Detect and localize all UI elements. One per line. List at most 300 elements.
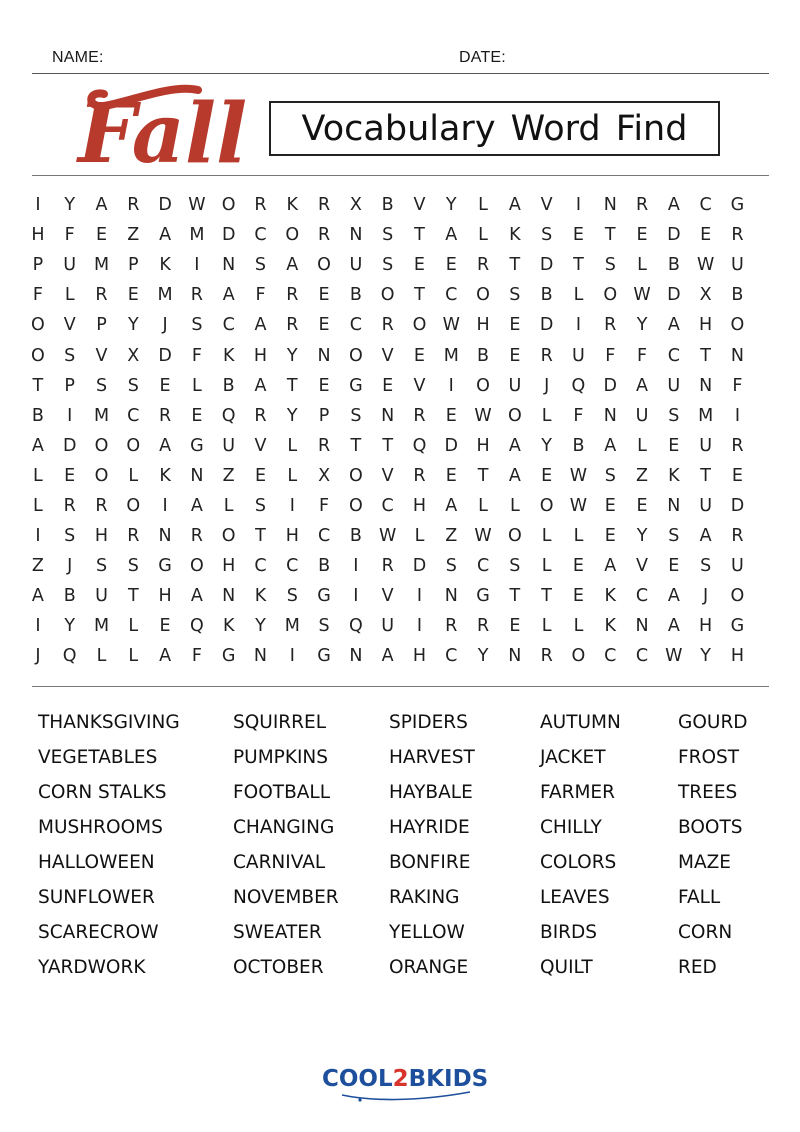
word-column-5 xyxy=(678,710,748,990)
word-list xyxy=(38,710,778,990)
grid-letter: G xyxy=(158,556,172,577)
grid-letter: L xyxy=(128,616,139,637)
word-list-item: FROST xyxy=(678,747,740,768)
word-list-item: SUNFLOWER xyxy=(38,887,155,908)
word-list-item: COLORS xyxy=(540,852,617,873)
grid-letter: A xyxy=(508,435,521,456)
grid-letter: L xyxy=(541,616,552,637)
date-label: DATE: xyxy=(459,49,506,66)
grid-letter: W xyxy=(569,495,588,516)
word-list-item: VEGETABLES xyxy=(38,747,158,768)
grid-letter: L xyxy=(637,435,647,456)
grid-letter: H xyxy=(699,315,713,336)
grid-letter: A xyxy=(159,435,172,456)
grid-letter: E xyxy=(572,225,584,246)
word-list-item: CORN STALKS xyxy=(38,782,167,803)
word-search-grid xyxy=(22,190,782,672)
grid-letter: O xyxy=(571,646,586,667)
grid-letter: S xyxy=(318,616,330,637)
grid-letter: E xyxy=(509,616,521,637)
grid-letter: R xyxy=(476,616,490,637)
grid-letter: E xyxy=(572,586,584,607)
grid-letter: C xyxy=(667,345,680,366)
word-list-item: HARVEST xyxy=(389,747,475,768)
grid-letter: C xyxy=(635,586,649,607)
grid-letter: F xyxy=(191,345,202,366)
grid-letter: B xyxy=(349,526,362,547)
grid-letter: F xyxy=(319,495,330,516)
grid-letter: C xyxy=(635,646,649,667)
grid-letter: J xyxy=(703,586,709,607)
svg-text:COOL2BKIDS xyxy=(322,1066,488,1092)
grid-letter: M xyxy=(284,616,300,637)
grid-letter: D xyxy=(221,225,236,246)
grid-letter: T xyxy=(541,586,552,607)
grid-letter: L xyxy=(192,375,202,396)
grid-letter: N xyxy=(253,646,268,667)
grid-letter: Y xyxy=(636,315,648,336)
word-column-4 xyxy=(540,710,621,990)
grid-letter: G xyxy=(730,616,745,637)
grid-letter: U xyxy=(572,345,585,366)
word-list-item: CHANGING xyxy=(233,817,335,838)
grid-letter: D xyxy=(730,495,745,516)
grid-bottom-divider xyxy=(32,686,769,687)
grid-letter: C xyxy=(349,315,362,336)
grid-letter: Z xyxy=(222,465,235,486)
grid-letter: S xyxy=(191,315,203,336)
grid-letter: I xyxy=(353,556,359,577)
brand-text-cool: COOL xyxy=(322,1066,393,1092)
grid-letter: E xyxy=(572,556,584,577)
grid-letter: Q xyxy=(571,375,586,396)
grid-letter: L xyxy=(33,465,43,486)
grid-letter: M xyxy=(93,616,110,637)
grid-letter: D xyxy=(62,435,77,456)
grid-letter: X xyxy=(349,195,362,216)
grid-letter: I xyxy=(289,646,295,667)
grid-letter: I xyxy=(416,616,423,637)
grid-letter: N xyxy=(603,195,617,216)
grid-letter: I xyxy=(35,526,41,547)
grid-letter: Y xyxy=(255,616,266,637)
grid-letter: L xyxy=(573,285,584,306)
grid-letter: S xyxy=(668,526,680,547)
grid-letter: B xyxy=(540,285,553,306)
grid-letter: L xyxy=(33,495,43,516)
grid-letter: N xyxy=(349,646,363,667)
grid-letter: M xyxy=(698,405,714,426)
grid-letter: R xyxy=(286,285,299,306)
grid-letter: T xyxy=(414,285,425,306)
grid-letter: R xyxy=(604,315,617,336)
grid-letter: O xyxy=(94,435,109,456)
grid-letter: E xyxy=(95,225,108,246)
grid-letter: S xyxy=(445,556,457,577)
grid-letter: S xyxy=(286,586,298,607)
grid-letter: E xyxy=(159,616,171,637)
grid-letter: A xyxy=(381,646,394,667)
grid-letter: O xyxy=(126,495,141,516)
grid-letter: S xyxy=(541,225,553,246)
grid-letter: K xyxy=(509,225,521,246)
grid-letter: O xyxy=(730,315,745,336)
word-list-item: AUTUMN xyxy=(540,712,621,733)
grid-letter: K xyxy=(286,195,299,216)
grid-letter: O xyxy=(380,285,395,306)
grid-letter: A xyxy=(699,526,712,547)
grid-letter: A xyxy=(190,586,203,607)
grid-letter: U xyxy=(63,255,77,276)
grid-letter: A xyxy=(190,495,203,516)
grid-letter: T xyxy=(700,345,711,366)
word-column-1 xyxy=(38,710,180,990)
grid-letter: E xyxy=(731,465,743,486)
grid-letter: G xyxy=(730,195,745,216)
grid-letter: F xyxy=(573,405,584,426)
grid-letter: R xyxy=(127,195,140,216)
word-list-item: QUILT xyxy=(540,957,593,978)
word-list-item: SCARECROW xyxy=(38,922,159,943)
word-list-item: CORN xyxy=(678,922,733,943)
grid-letter: U xyxy=(95,586,108,607)
grid-letter: I xyxy=(67,405,73,426)
grid-letter: O xyxy=(730,586,745,607)
grid-letter: R xyxy=(731,435,744,456)
grid-letter: G xyxy=(190,435,204,456)
grid-letter: U xyxy=(635,405,649,426)
word-list-item: FALL xyxy=(678,887,721,908)
grid-letter: C xyxy=(476,556,490,577)
grid-letter: H xyxy=(730,646,745,667)
grid-letter: A xyxy=(508,465,521,486)
grid-letter: L xyxy=(541,405,552,426)
grid-letter: Y xyxy=(64,195,76,216)
word-column-2 xyxy=(233,710,339,990)
grid-letter: K xyxy=(604,616,616,637)
grid-row xyxy=(22,461,782,491)
grid-letter: A xyxy=(95,195,108,216)
grid-letter: A xyxy=(667,616,680,637)
grid-row xyxy=(22,371,782,401)
grid-letter: Y xyxy=(286,345,298,366)
word-list-item: FARMER xyxy=(540,782,615,803)
grid-top-divider xyxy=(32,175,769,176)
grid-letter: E xyxy=(318,285,330,306)
grid-letter: N xyxy=(699,375,713,396)
grid-letter: S xyxy=(95,375,108,396)
grid-letter: E xyxy=(541,465,553,486)
fall-logo-text: Fall xyxy=(78,86,248,175)
fall-title-logo xyxy=(70,70,260,175)
grid-row xyxy=(22,280,782,310)
grid-letter: K xyxy=(159,465,171,486)
grid-letter: N xyxy=(222,586,236,607)
grid-letter: F xyxy=(605,345,616,366)
grid-letter: U xyxy=(731,255,744,276)
grid-letter: U xyxy=(699,495,713,516)
grid-letter: I xyxy=(35,195,41,216)
grid-letter: C xyxy=(604,646,617,667)
grid-letter: R xyxy=(381,556,394,577)
grid-letter: C xyxy=(445,646,458,667)
grid-letter: A xyxy=(445,225,458,246)
grid-letter: S xyxy=(64,526,76,547)
grid-row xyxy=(22,401,782,431)
grid-letter: T xyxy=(255,526,266,547)
grid-letter: U xyxy=(508,375,522,396)
grid-letter: J xyxy=(35,646,41,667)
word-column-3 xyxy=(389,710,475,990)
word-list-item: RED xyxy=(678,957,717,978)
grid-letter: M xyxy=(189,225,205,246)
grid-letter: V xyxy=(63,315,76,336)
word-list-item: BIRDS xyxy=(540,922,597,943)
grid-letter: A xyxy=(31,586,44,607)
grid-letter: W xyxy=(188,195,206,216)
grid-letter: N xyxy=(381,405,395,426)
grid-letter: O xyxy=(221,195,236,216)
grid-letter: A xyxy=(159,646,172,667)
grid-letter: E xyxy=(509,345,521,366)
grid-letter: C xyxy=(699,195,712,216)
grid-letter: F xyxy=(255,285,266,306)
grid-letter: T xyxy=(382,435,394,456)
grid-letter: R xyxy=(254,195,267,216)
word-list-item: YELLOW xyxy=(389,922,465,943)
grid-row xyxy=(22,611,782,641)
grid-letter: A xyxy=(286,255,299,276)
grid-letter: T xyxy=(509,255,521,276)
grid-row xyxy=(22,491,782,521)
grid-letter: A xyxy=(667,315,680,336)
grid-letter: N xyxy=(603,405,617,426)
grid-letter: B xyxy=(572,435,585,456)
grid-letter: M xyxy=(443,345,459,366)
grid-letter: O xyxy=(31,315,45,336)
word-list-item: HALLOWEEN xyxy=(38,852,155,873)
grid-letter: W xyxy=(696,255,715,276)
grid-letter: E xyxy=(668,556,680,577)
grid-letter: D xyxy=(539,255,554,276)
grid-letter: T xyxy=(477,465,489,486)
grid-letter: U xyxy=(731,556,744,577)
grid-letter: N xyxy=(730,345,744,366)
grid-letter: J xyxy=(544,375,550,396)
grid-letter: M xyxy=(93,405,110,426)
grid-letter: W xyxy=(379,526,397,547)
grid-letter: Y xyxy=(700,646,711,667)
grid-letter: H xyxy=(285,526,299,547)
word-list-item: NOVEMBER xyxy=(233,887,339,908)
grid-letter: R xyxy=(540,646,553,667)
grid-letter: P xyxy=(96,315,107,336)
grid-letter: V xyxy=(381,345,394,366)
grid-letter: I xyxy=(353,586,359,607)
grid-letter: S xyxy=(382,255,394,276)
grid-letter: F xyxy=(732,375,743,396)
grid-letter: G xyxy=(221,646,236,667)
grid-letter: O xyxy=(348,495,363,516)
grid-letter: D xyxy=(667,225,681,246)
grid-letter: O xyxy=(126,435,141,456)
grid-letter: Z xyxy=(127,225,140,246)
grid-letter: V xyxy=(381,465,394,486)
grid-row xyxy=(22,190,782,220)
grid-letter: O xyxy=(507,526,522,547)
grid-letter: H xyxy=(222,556,236,577)
brand-text-2: 2 xyxy=(392,1066,409,1092)
grid-letter: R xyxy=(731,526,744,547)
grid-letter: C xyxy=(381,495,394,516)
grid-letter: V xyxy=(413,195,426,216)
grid-letter: R xyxy=(254,405,267,426)
grid-letter: U xyxy=(699,435,713,456)
grid-letter: K xyxy=(159,255,171,276)
grid-letter: T xyxy=(127,586,139,607)
grid-letter: H xyxy=(31,225,45,246)
grid-letter: Z xyxy=(636,465,649,486)
grid-letter: E xyxy=(413,345,425,366)
grid-letter: X xyxy=(318,465,331,486)
word-list-item: JACKET xyxy=(540,747,606,768)
grid-letter: L xyxy=(541,556,552,577)
grid-letter: H xyxy=(476,435,490,456)
grid-letter: M xyxy=(157,285,173,306)
grid-letter: R xyxy=(159,405,172,426)
grid-letter: U xyxy=(222,435,236,456)
grid-letter: R xyxy=(286,315,299,336)
grid-letter: C xyxy=(127,405,140,426)
grid-letter: I xyxy=(289,495,295,516)
grid-letter: Z xyxy=(31,556,44,577)
grid-letter: R xyxy=(95,495,108,516)
grid-letter: P xyxy=(318,405,330,426)
grid-letter: C xyxy=(254,556,267,577)
grid-letter: M xyxy=(93,255,110,276)
grid-letter: S xyxy=(604,255,616,276)
grid-letter: K xyxy=(254,586,267,607)
grid-letter: R xyxy=(317,225,331,246)
grid-letter: L xyxy=(223,495,234,516)
grid-letter: C xyxy=(286,556,299,577)
grid-letter: H xyxy=(253,345,268,366)
grid-letter: L xyxy=(478,495,488,516)
grid-letter: B xyxy=(318,556,331,577)
grid-letter: E xyxy=(159,375,171,396)
grid-letter: B xyxy=(222,375,235,396)
grid-letter: L xyxy=(637,255,647,276)
word-list-item: OCTOBER xyxy=(233,957,324,978)
grid-letter: G xyxy=(317,646,331,667)
grid-letter: D xyxy=(603,375,617,396)
grid-letter: H xyxy=(94,526,109,547)
grid-letter: A xyxy=(604,556,617,577)
grid-row xyxy=(22,220,782,250)
grid-letter: D xyxy=(667,285,681,306)
grid-letter: N xyxy=(317,345,331,366)
grid-letter: O xyxy=(94,465,109,486)
grid-letter: A xyxy=(667,195,680,216)
grid-letter: K xyxy=(604,586,616,607)
grid-letter: R xyxy=(317,435,331,456)
grid-letter: R xyxy=(381,315,394,336)
grid-letter: W xyxy=(633,285,651,306)
grid-letter: T xyxy=(509,586,521,607)
grid-letter: S xyxy=(254,255,267,276)
grid-row xyxy=(22,340,782,370)
grid-letter: O xyxy=(476,285,490,306)
word-list-item: GOURD xyxy=(678,712,748,733)
grid-letter: H xyxy=(158,586,172,607)
grid-letter: J xyxy=(67,556,73,577)
grid-letter: O xyxy=(189,556,204,577)
grid-letter: S xyxy=(350,405,362,426)
grid-letter: S xyxy=(127,556,139,577)
grid-letter: Y xyxy=(636,526,648,547)
brand-swoosh xyxy=(342,1092,470,1100)
grid-letter: N xyxy=(667,495,681,516)
grid-letter: T xyxy=(700,465,711,486)
grid-letter: U xyxy=(381,616,395,637)
grid-letter: P xyxy=(64,375,75,396)
grid-letter: A xyxy=(636,375,649,396)
grid-row xyxy=(22,551,782,581)
grid-letter: N xyxy=(190,465,204,486)
grid-row xyxy=(22,581,782,611)
grid-letter: E xyxy=(64,465,76,486)
word-list-item: ORANGE xyxy=(389,957,469,978)
grid-letter: Q xyxy=(221,405,236,426)
grid-letter: H xyxy=(476,315,490,336)
grid-letter: H xyxy=(412,646,427,667)
grid-letter: I xyxy=(448,375,454,396)
grid-letter: V xyxy=(413,375,426,396)
grid-letter: A xyxy=(31,435,44,456)
grid-letter: B xyxy=(731,285,744,306)
grid-letter: L xyxy=(478,195,488,216)
grid-letter: C xyxy=(445,285,458,306)
grid-letter: G xyxy=(317,586,331,607)
grid-letter: O xyxy=(31,345,45,366)
grid-letter: L xyxy=(478,225,488,246)
grid-letter: E xyxy=(382,375,394,396)
grid-letter: A xyxy=(159,225,172,246)
grid-letter: O xyxy=(285,225,300,246)
grid-letter: R xyxy=(635,195,649,216)
grid-letter: W xyxy=(569,465,588,486)
grid-letter: O xyxy=(348,465,363,486)
brand-dot xyxy=(358,1098,361,1101)
grid-letter: E xyxy=(254,465,266,486)
grid-letter: D xyxy=(158,345,172,366)
word-list-item: SWEATER xyxy=(233,922,322,943)
grid-letter: A xyxy=(667,586,680,607)
grid-letter: R xyxy=(413,405,426,426)
grid-letter: O xyxy=(539,495,554,516)
grid-letter: W xyxy=(474,405,492,426)
grid-letter: I xyxy=(416,586,423,607)
word-list-item: BONFIRE xyxy=(389,852,471,873)
grid-letter: N xyxy=(349,225,363,246)
grid-letter: E xyxy=(604,495,616,516)
grid-letter: A xyxy=(254,375,267,396)
grid-letter: V xyxy=(636,556,649,577)
word-list-item: TREES xyxy=(678,782,738,803)
grid-letter: E xyxy=(445,255,457,276)
grid-letter: F xyxy=(64,225,75,246)
word-list-item: YARDWORK xyxy=(38,957,146,978)
